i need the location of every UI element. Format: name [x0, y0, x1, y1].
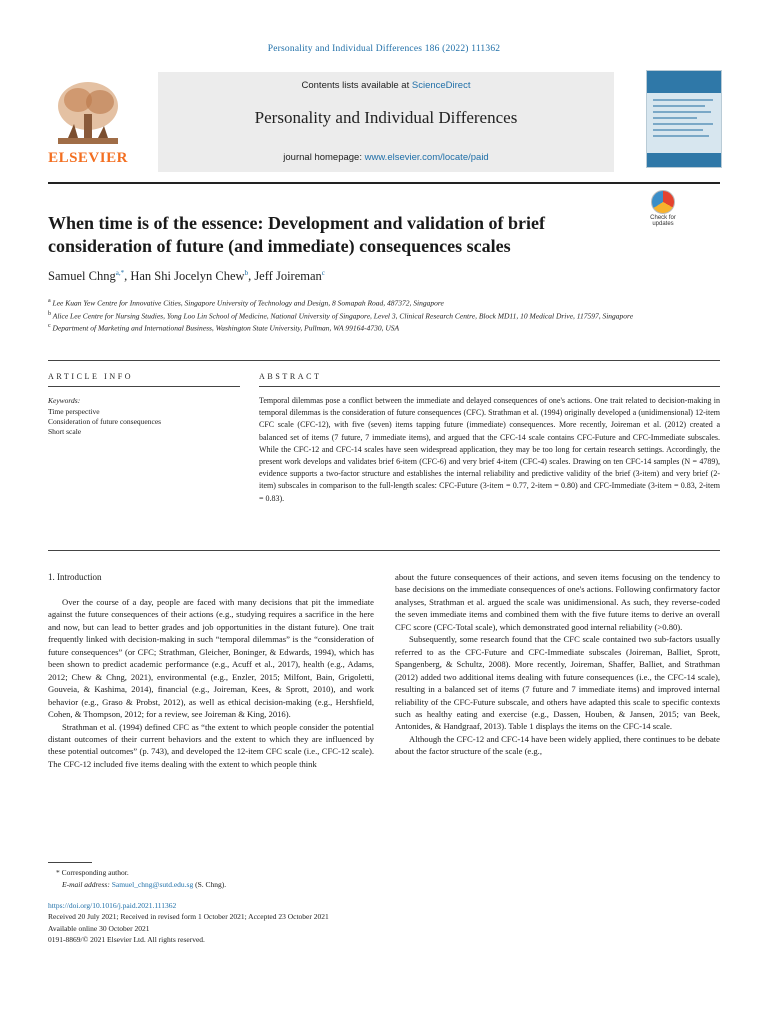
keyword-list: [48, 407, 161, 437]
paragraph: Although the CFC-12 and CFC-14 have been widely applied, there continues to be debate about the factor structure of the scale (e.g.,: [395, 733, 720, 757]
journal-citation[interactable]: Personality and Individual Differences 186 (2022) 111362: [267, 44, 501, 54]
journal-header: [48, 68, 720, 184]
body-column-right: [395, 571, 720, 758]
paragraph: about the future consequences of their actions, and seven items focusing on the tendency to base decisions on the immediate consequences of one's actions. Following confirmatory factor analyses, Strathman et al. argued the scale was unidimensional. As such, they reverse-coded the seven immediate items and combined them with the five future items to derive an overall CFC score (CFC-Total scale), which demonstrated good internal reliability (>0.80).: [395, 572, 720, 632]
journal-homepage-link[interactable]: www.elsevier.com/locate/paid: [364, 152, 489, 163]
keywords-label: Keywords:: [48, 396, 81, 405]
check-for-updates-badge[interactable]: [646, 190, 680, 230]
author-list: Samuel Chng$^{a,*}$, Han Shi Jocelyn Chew$^b$, Jeff Joireman$^c$: [48, 269, 325, 284]
doi-link[interactable]: https://doi.org/10.1016/j.paid.2021.111362: [48, 901, 177, 910]
article-metadata: [48, 900, 688, 945]
publisher-logo-text: ELSEVIER: [48, 150, 128, 166]
footnote-rule: [48, 862, 92, 863]
abstract-text: Temporal dilemmas pose a conflict between the immediate and delayed consequences of one's actions. One trait related to decision-making in temporal dilemmas is the consideration of future consequences (CFC). Strathman et al. (1994) originally developed a (unidimensional) 12-item CFC scale (CFC-12), with five (seven) items tapping future (immediate) consequences. More recently, Joireman et al. (2012) created a balanced set of items (7 future, 7 immediate items), and argued that the CFC-14 scale contains CFC-Future and CFC-Immediate subscales. While the CFC-12 and CFC-14 scales have seen widespread application, they may be too long for certain research settings. Accordingly, the present work develops and validates brief 6-item (CFC-6) and very brief 4-item (CFC-4) scales. Drawing on ten CFC-14 samples (N = 4789), evidence supports a two-factor structure and establishes the internal reliability and predictive validity of the brief (3-item) and very brief (2-item) subscales in comparison to the full-length scales: CFC-Future (3-item = 0.77, 2-item = 0.80) and CFC-Immediate (3-item = 0.83, 2-item = 0.83).: [259, 396, 720, 503]
affiliation: $^b$ Alice Lee Centre for Nursing Studies, Yong Loo Lin School of Medicine, National University of Singapore, Level 3, Clinical Research Centre, Block MD11, 10 Medical Drive, 117597, Singapore: [48, 310, 634, 320]
email-link[interactable]: Samuel_chng@sutd.edu.sg: [111, 879, 194, 889]
email-label: E-mail address:: [62, 879, 112, 889]
copyright: 0191-8869/© 2021 Elsevier Ltd. All rights reserved.: [48, 934, 205, 944]
section-heading-introduction: 1. Introduction: [48, 572, 102, 582]
corresponding-author-note: * Corresponding author.: [56, 868, 129, 877]
homepage-line: [158, 152, 614, 163]
author-name[interactable]: Han Shi Jocelyn Chew: [130, 269, 245, 284]
homepage-prefix: journal homepage:: [283, 152, 365, 163]
divider: [48, 360, 720, 361]
keyword: Consideration of future consequences: [48, 417, 162, 426]
received-dates: Received 20 July 2021; Received in revised form 1 October 2021; Accepted 23 October 2021: [48, 912, 329, 922]
affiliation: $^a$ Lee Kuan Yew Centre for Innovative Cities, Singapore University of Technology and Design, 8 Somapah Road, 487372, Singapore: [48, 298, 444, 308]
author-affil-mark[interactable]: a,*: [115, 269, 125, 277]
divider: [259, 386, 720, 387]
check-updates-icon: [651, 190, 675, 214]
divider: [48, 550, 720, 551]
footnotes: [48, 867, 688, 891]
journal-banner: [158, 72, 614, 172]
tree-logo-icon: [48, 74, 128, 154]
email-line: [48, 879, 688, 891]
abstract-heading: ABSTRACT: [259, 372, 322, 381]
email-suffix: (S. Chng).: [193, 879, 227, 889]
affiliation: $^c$ Department of Marketing and International Business, Washington State University, Pullman, WA 99164-4730, USA: [48, 323, 400, 333]
divider: [48, 386, 240, 387]
available-online: Available online 30 October 2021: [48, 923, 150, 933]
author-affil-mark[interactable]: b: [244, 269, 249, 277]
keyword: Short scale: [48, 427, 82, 436]
author-affil-mark[interactable]: c: [321, 269, 325, 277]
paragraph: Subsequently, some research found that the CFC scale contained two sub-factors usually referred to as the CFC-Future and CFC-Immediate subscales (Joireman, Balliet, Sprott, Spangenberg, & Schultz, 2008). More recently, Joireman, Shaffer, Balliet, and Strathman (2012) added two additional items dealing with future consequences (i.e., the CFC-14 scale), resulting in a balanced set of items (7 future and 7 immediate items) and improved internal reliability of the CFC-Future subscale, and others have adapted this scale to specific contexts such as healthy eating and exercise (e.g., Dassen, Houben, & Jansen, 2015; van Beek, Antonides, & Handgraaf, 2013). Table 1 displays the items on the CFC-14 scale.: [395, 634, 720, 732]
article-info-heading: ARTICLE INFO: [48, 372, 134, 381]
author-name[interactable]: Jeff Joireman: [254, 269, 322, 284]
sciencedirect-link[interactable]: ScienceDirect: [411, 80, 471, 91]
paragraph: Strathman et al. (1994) defined CFC as “the extent to which people consider the potential distant outcomes of their current behaviors and the extent to which they are influenced by these potential outcomes” (p. 743), and developed the 12-item CFC scale (i.e., CFC-12 scale). The CFC-12 included five items dealing with the extent to which people think: [48, 721, 374, 769]
paragraph: Over the course of a day, people are faced with many decisions that pit the immediate against the future consequences of their actions (e.g., studying requires a sacrifice in the here and now, but can lead to better grades and job opportunities in the distant future). One trait frequently linked with decision-making in such “temporal dilemmas” is the “consideration of future consequences” (or CFC; Strathman, Gleicher, Boninger, & Edwards, 1994), which has been shown to predict academic performance (e.g., Acuff et al., 2017), health (e.g., Adams, 2012; Chew & Chng, 2021), environmental (e.g., Enzler, 2015; Milfont, Bain, Grigoletti, Gouveia, & Kashima, 2014), financial (e.g., Joireman, Kees, & Sprott, 2010), and work behavior (e.g., Graso & Probst, 2012), as well as ethical decision-making (e.g., Hershfield, Cohen, & Thompson, 2012; for a review, see Joireman & King, 2016).: [48, 597, 374, 720]
contents-line: [158, 80, 614, 91]
journal-name: Personality and Individual Differences: [254, 108, 518, 127]
keyword: Time perspective: [48, 407, 100, 416]
contents-prefix: Contents lists available at: [301, 80, 412, 91]
affiliations: [48, 296, 648, 334]
body-column-left: [48, 596, 374, 770]
article-title: When time is of the essence: Development and validation of brief consideration of future (and immediate) consequences scales: [48, 213, 545, 256]
author-name[interactable]: Samuel Chng: [48, 269, 116, 284]
journal-cover-thumbnail[interactable]: [646, 70, 722, 168]
check-updates-label: Check for updates: [650, 215, 676, 227]
